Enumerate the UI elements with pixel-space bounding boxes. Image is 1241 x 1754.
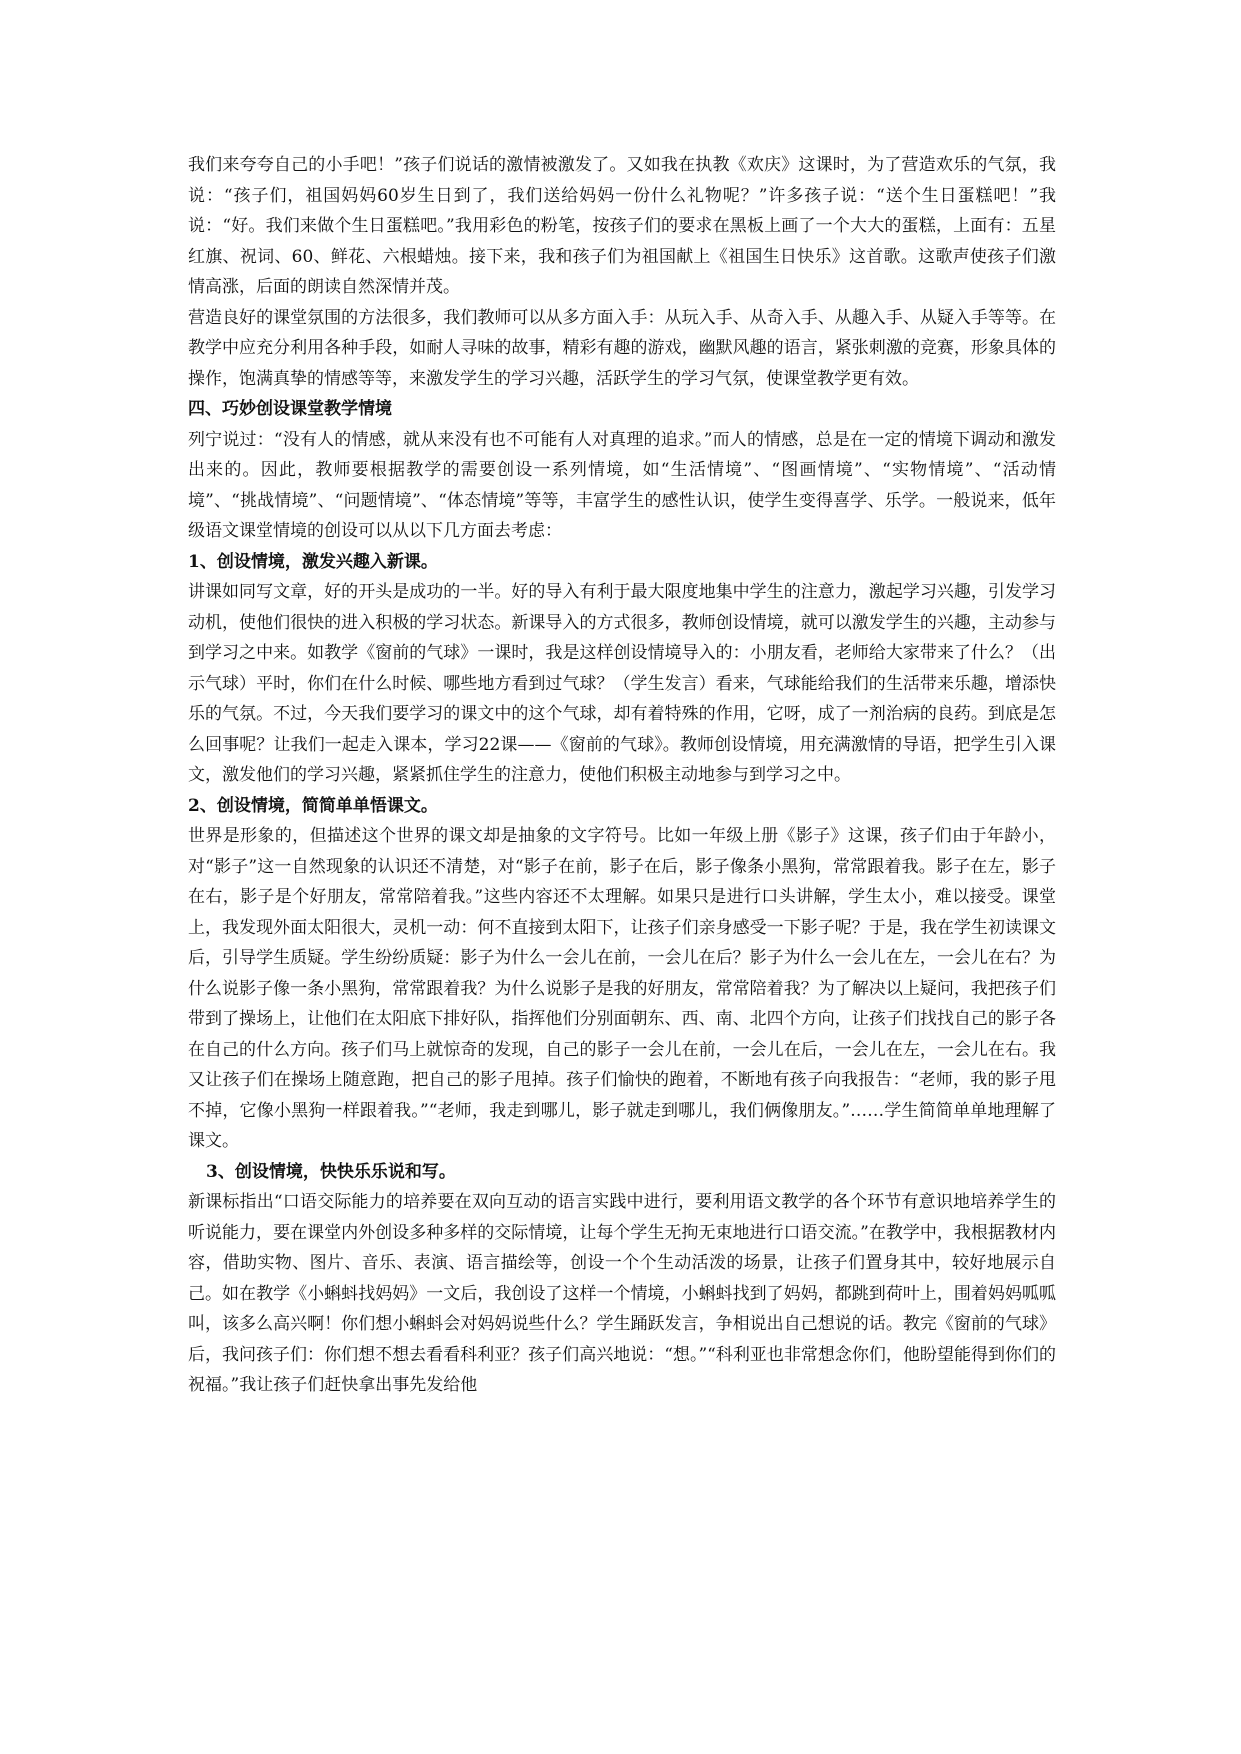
paragraph-oral-communication: 新课标指出“口语交际能力的培养要在双向互动的语言实践中进行，要利用语文教学的各个环节有意识地培养学生的听说能力，要在课堂内外创设多种多样的交际情境，让每个学生无拘无束地进行口语交流。”在教学中，我根据教材内容，借助实物、图片、音乐、表演、语言描绘等，创设一个个生动活泼的场景，让孩子们置身其中，较好地展示自己。如在教学《小蝌蚪找妈妈》一文后，我创设了这样一个情境，小蝌蚪找到了妈妈，都跳到荷叶上，围着妈妈呱呱叫，该多么高兴啊！你们想小蝌蚪会对妈妈说些什么？学生踊跃发言，争相说出自己想说的话。教完《窗前的气球》后，我问孩子们：你们想不想去看看科利亚？孩子们高兴地说：“想。”“科利亚也非常想念你们，他盼望能得到你们的祝福。”我让孩子们赶快拿出事先发给他 [188, 1192, 1056, 1395]
paragraph-lenin-quote: 列宁说过：“没有人的情感，就从来没有也不可能有人对真理的追求。”而人的情感，总是在一定的情境下调动和激发出来的。因此，教师要根据教学的需要创设一系列情境，如“生活情境”、“图画情境”、“实物情境”、“活动情境”、“挑战情境”、“问题情境”、“体态情境”等等，丰富学生的感性认识，使学生变得喜学、乐学。一般说来，低年级语文课堂情境的创设可以从以下几方面去考虑： [188, 429, 1056, 541]
paragraph-intro-continued: 我们来夸夸自己的小手吧！”孩子们说话的激情被激发了。又如我在执教《欢庆》这课时，为了营造欢乐的气氛，我说：“孩子们，祖国妈妈60岁生日到了，我们送给妈妈一份什么礼物呢？”许多孩子说：“送个生日蛋糕吧！”我说：“好。我们来做个生日蛋糕吧。”我用彩色的粉笔，按孩子们的要求在黑板上画了一个大大的蛋糕，上面有：五星红旗、祝词、60、鲜花、六根蜡烛。接下来，我和孩子们为祖国献上《祖国生日快乐》这首歌。这歌声使孩子们激情高涨，后面的朗读自然深情并茂。 [188, 155, 1056, 297]
subheading-1: 1、创设情境，激发兴趣入新课。 [188, 551, 438, 572]
paragraph-shadow-lesson: 世界是形象的，但描述这个世界的课文却是抽象的文字符号。比如一年级上册《影子》这课，孩子们由于年龄小，对“影子”这一自然现象的认识还不清楚，对“影子在前，影子在后，影子像条小黑狗，常常跟着我。影子在左，影子在右，影子是个好朋友，常常陪着我。”这些内容还不太理解。如果只是进行口头讲解，学生太小，难以接受。课堂上，我发现外面太阳很大，灵机一动：何不直接到太阳下，让孩子们亲身感受一下影子呢？于是，我在学生初读课文后，引导学生质疑。学生纷纷质疑：影子为什么一会儿在前，一会儿在后？影子为什么一会儿在左，一会儿在右？为什么说影子像一条小黑狗，常常跟着我？为什么说影子是我的好朋友，常常陪着我？为了解决以上疑问，我把孩子们带到了操场上，让他们在太阳底下排好队，指挥他们分别面朝东、西、南、北四个方向，让孩子们找找自己的影子各在自己的什么方向。孩子们马上就惊奇的发现，自己的影子一会儿在前，一会儿在后，一会儿在左，一会儿在右。我又让孩子们在操场上随意跑，把自己的影子甩掉。孩子们愉快的跑着，不断地有孩子向我报告：“老师，我的影子甩不掉，它像小黑狗一样跟着我。”“老师，我走到哪儿，影子就走到哪儿，我们俩像朋友。”……学生简简单单地理解了课文。 [188, 826, 1056, 1151]
paragraph-classroom-atmosphere: 营造良好的课堂氛围的方法很多，我们教师可以从多方面入手：从玩入手、从奇入手、从趣入手、从疑入手等等。在教学中应充分利用各种手段，如耐人寻味的故事，精彩有趣的游戏，幽默风趣的语言，紧张刺激的竞赛，形象具体的操作，饱满真挚的情感等等，来激发学生的学习兴趣，活跃学生的学习气氛，使课堂教学更有效。 [188, 307, 1056, 389]
document-body [188, 150, 1056, 1401]
section-heading-4: 四、巧妙创设课堂教学情境 [188, 399, 392, 419]
subheading-2: 2、创设情境，简简单单悟课文。 [188, 795, 438, 816]
subheading-3: 3、创设情境，快快乐乐说和写。 [206, 1161, 456, 1182]
paragraph-new-lesson-intro: 讲课如同写文章，好的开头是成功的一半。好的导入有利于最大限度地集中学生的注意力，激起学习兴趣，引发学习动机，使他们很快的进入积极的学习状态。新课导入的方式很多，教师创设情境，就可以激发学生的兴趣，主动参与到学习之中来。如教学《窗前的气球》一课时，我是这样创设情境导入的：小朋友看，老师给大家带来了什么？（出示气球）平时，你们在什么时候、哪些地方看到过气球？（学生发言）看来，气球能给我们的生活带来乐趣，增添快乐的气氛。不过，今天我们要学习的课文中的这个气球，却有着特殊的作用，它呀，成了一剂治病的良药。到底是怎么回事呢？让我们一起走入课本，学习22课——《窗前的气球》。教师创设情境，用充满激情的导语，把学生引入课文，激发他们的学习兴趣，紧紧抓住学生的注意力，使他们积极主动地参与到学习之中。 [188, 582, 1056, 785]
